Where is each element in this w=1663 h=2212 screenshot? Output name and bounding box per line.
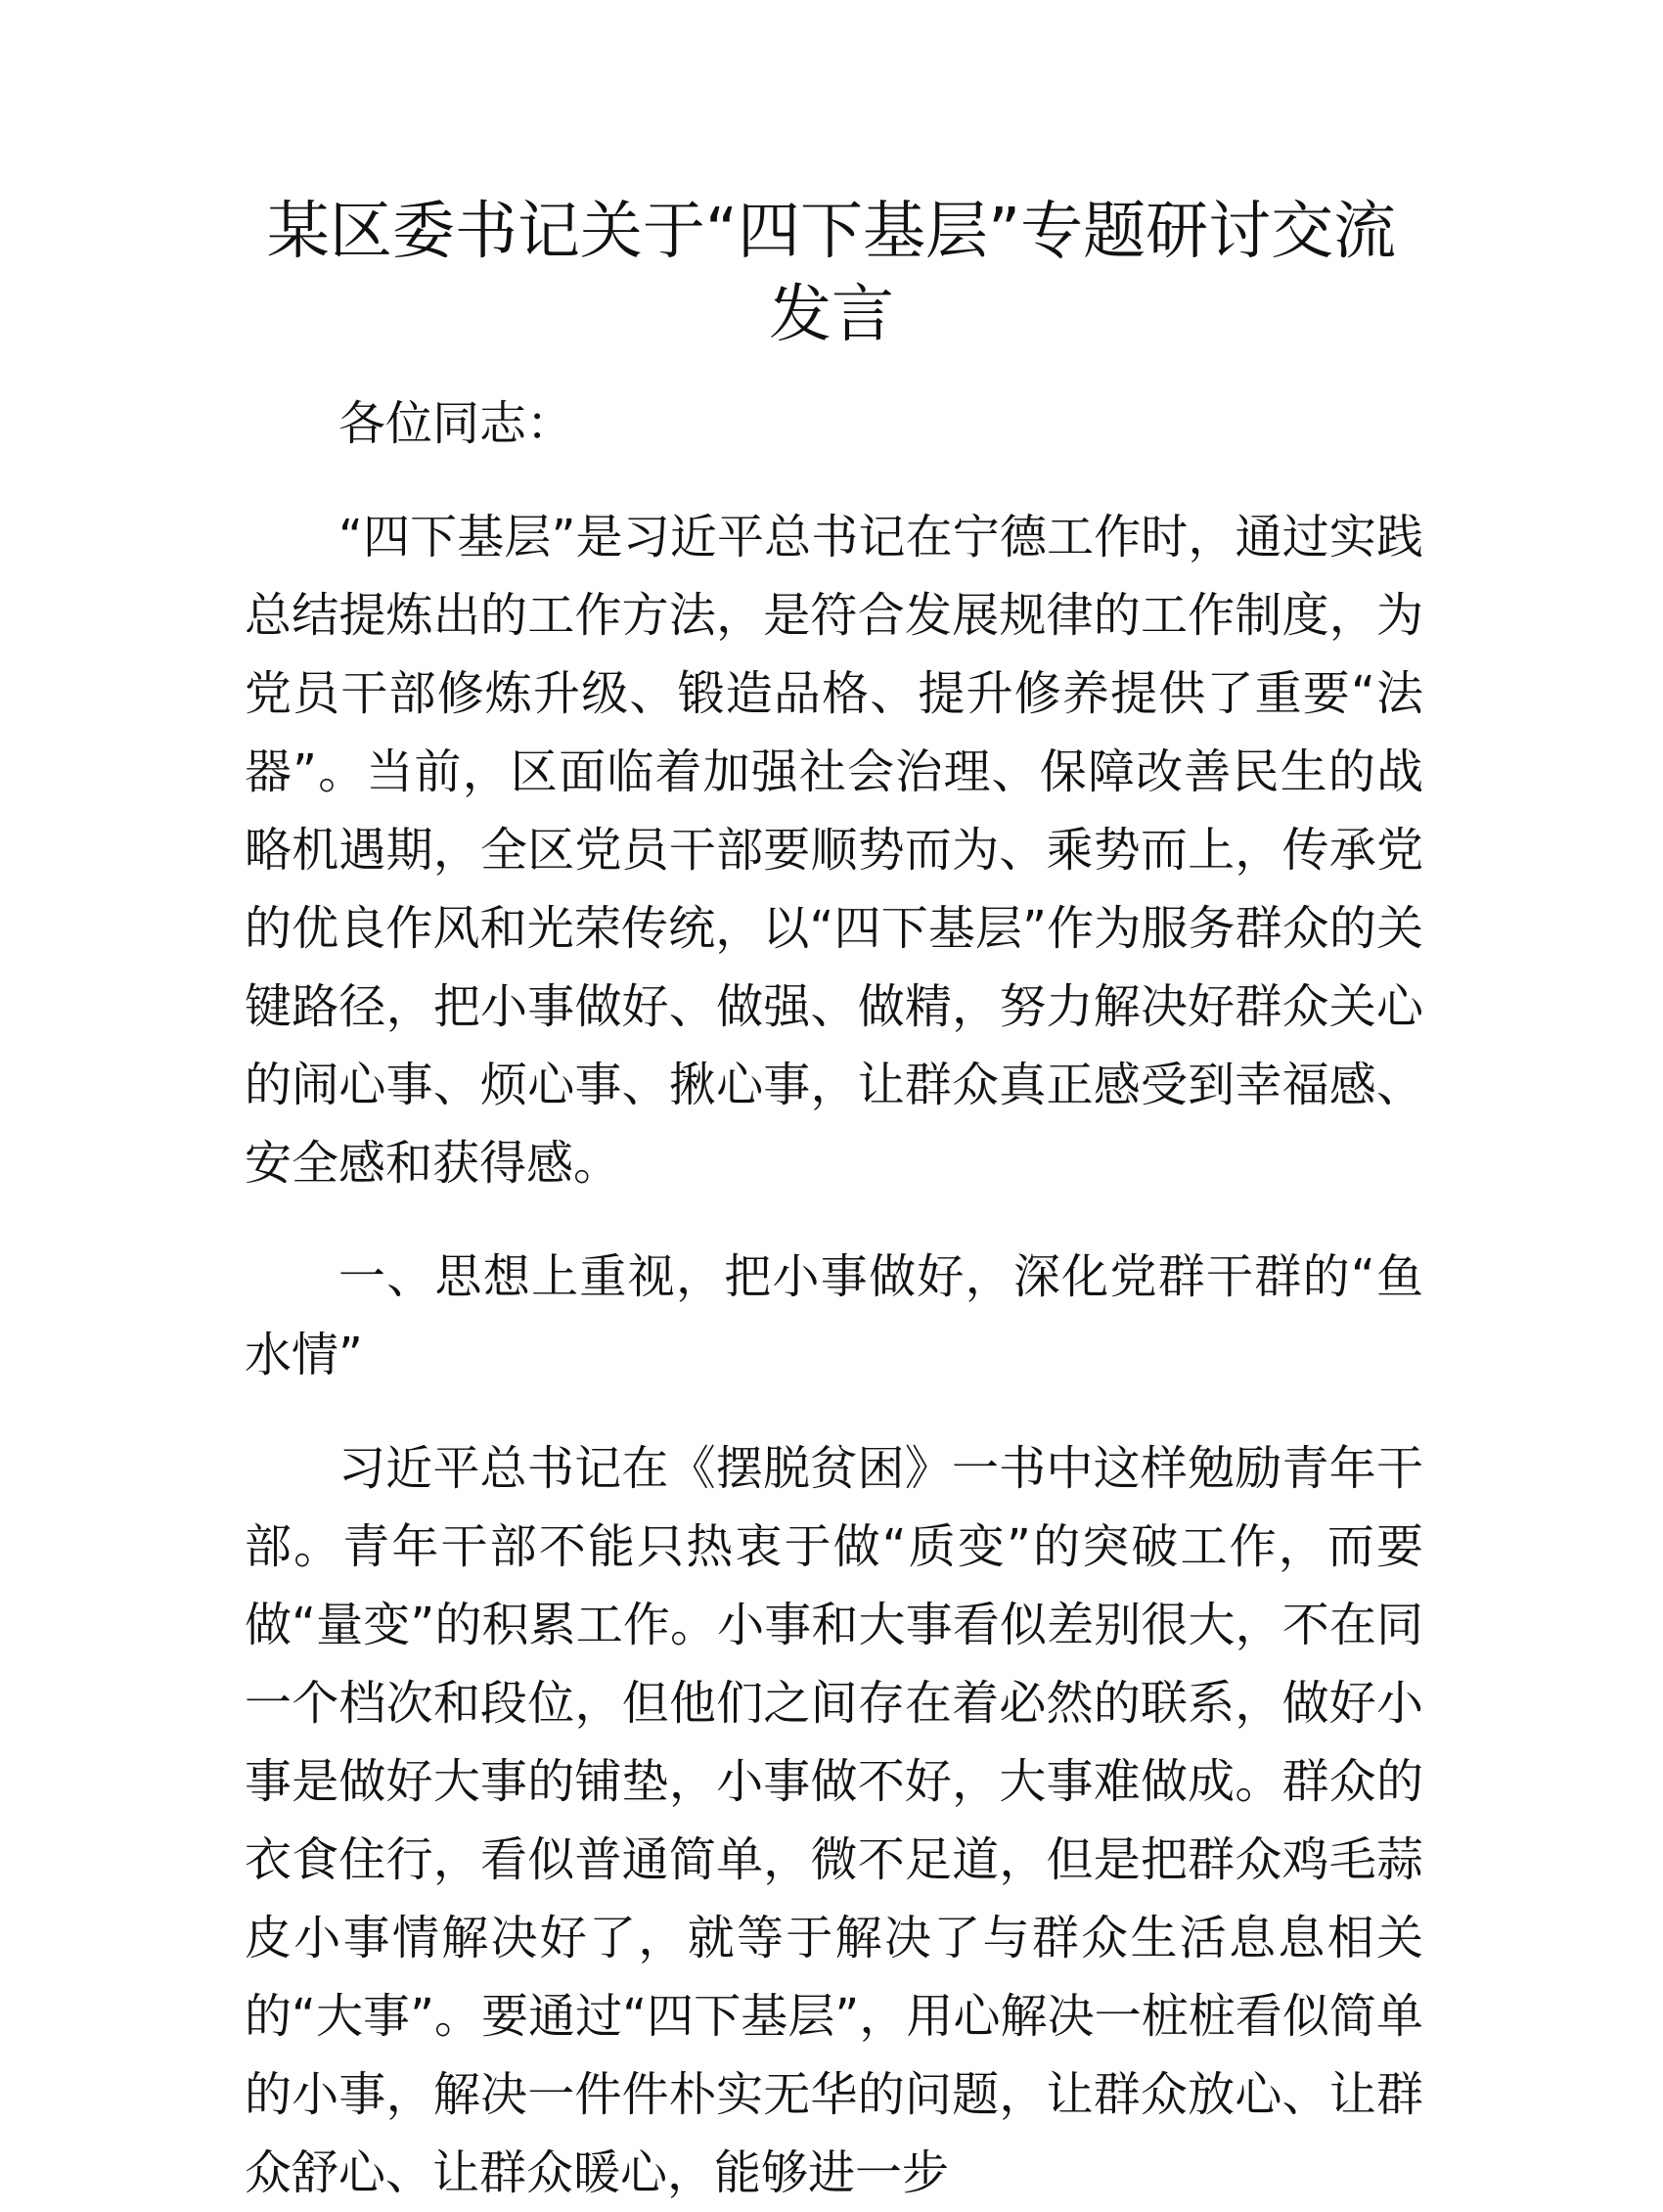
paragraph-intro: “四下基层”是习近平总书记在宁德工作时，通过实践总结提炼出的工作方法，是符合发展规律的工作制度，为党员干部修炼升级、锻造品格、提升修养提供了重要“法器”。当前，区面临着加强社会治理、保障改善民生的战略机遇期，全区党员干部要顺势而为、乘势而上，传承党的优良作风和光荣传统，以“四下基层”作为服务群众的关键路径，把小事做好、做强、做精，努力解决好群众关心的闹心事、烦心事、揪心事，让群众真正感受到幸福感、安全感和获得感。 [245,510,1423,1191]
section-heading-1: 一、思想上重视，把小事做好，深化党群干群的“鱼水情” [245,1249,1423,1382]
document-title: 某区委书记关于“四下基层”专题研讨交流发言 [266,196,1397,351]
document-content [245,191,1423,2212]
salutation: 各位同志： [338,396,574,451]
paragraph-section-1: 习近平总书记在《摆脱贫困》一书中这样勉励青年干部。青年干部不能只热衷于做“质变”的突破工作，而要做“量变”的积累工作。小事和大事看似差别很大，不在同一个档次和段位，但他们之间存在着必然的联系，做好小事是做好大事的铺垫，小事做不好，大事难做成。群众的衣食住行，看似普通简单，微不足道，但是把群众鸡毛蒜皮小事情解决好了，就等于解决了与群众生活息息相关的“大事”。要通过“四下基层”，用心解决一桩桩看似简单的小事，解决一件件朴实无华的问题，让群众放心、让群众舒心、让群众暖心，能够进一步 [245,1441,1423,2200]
